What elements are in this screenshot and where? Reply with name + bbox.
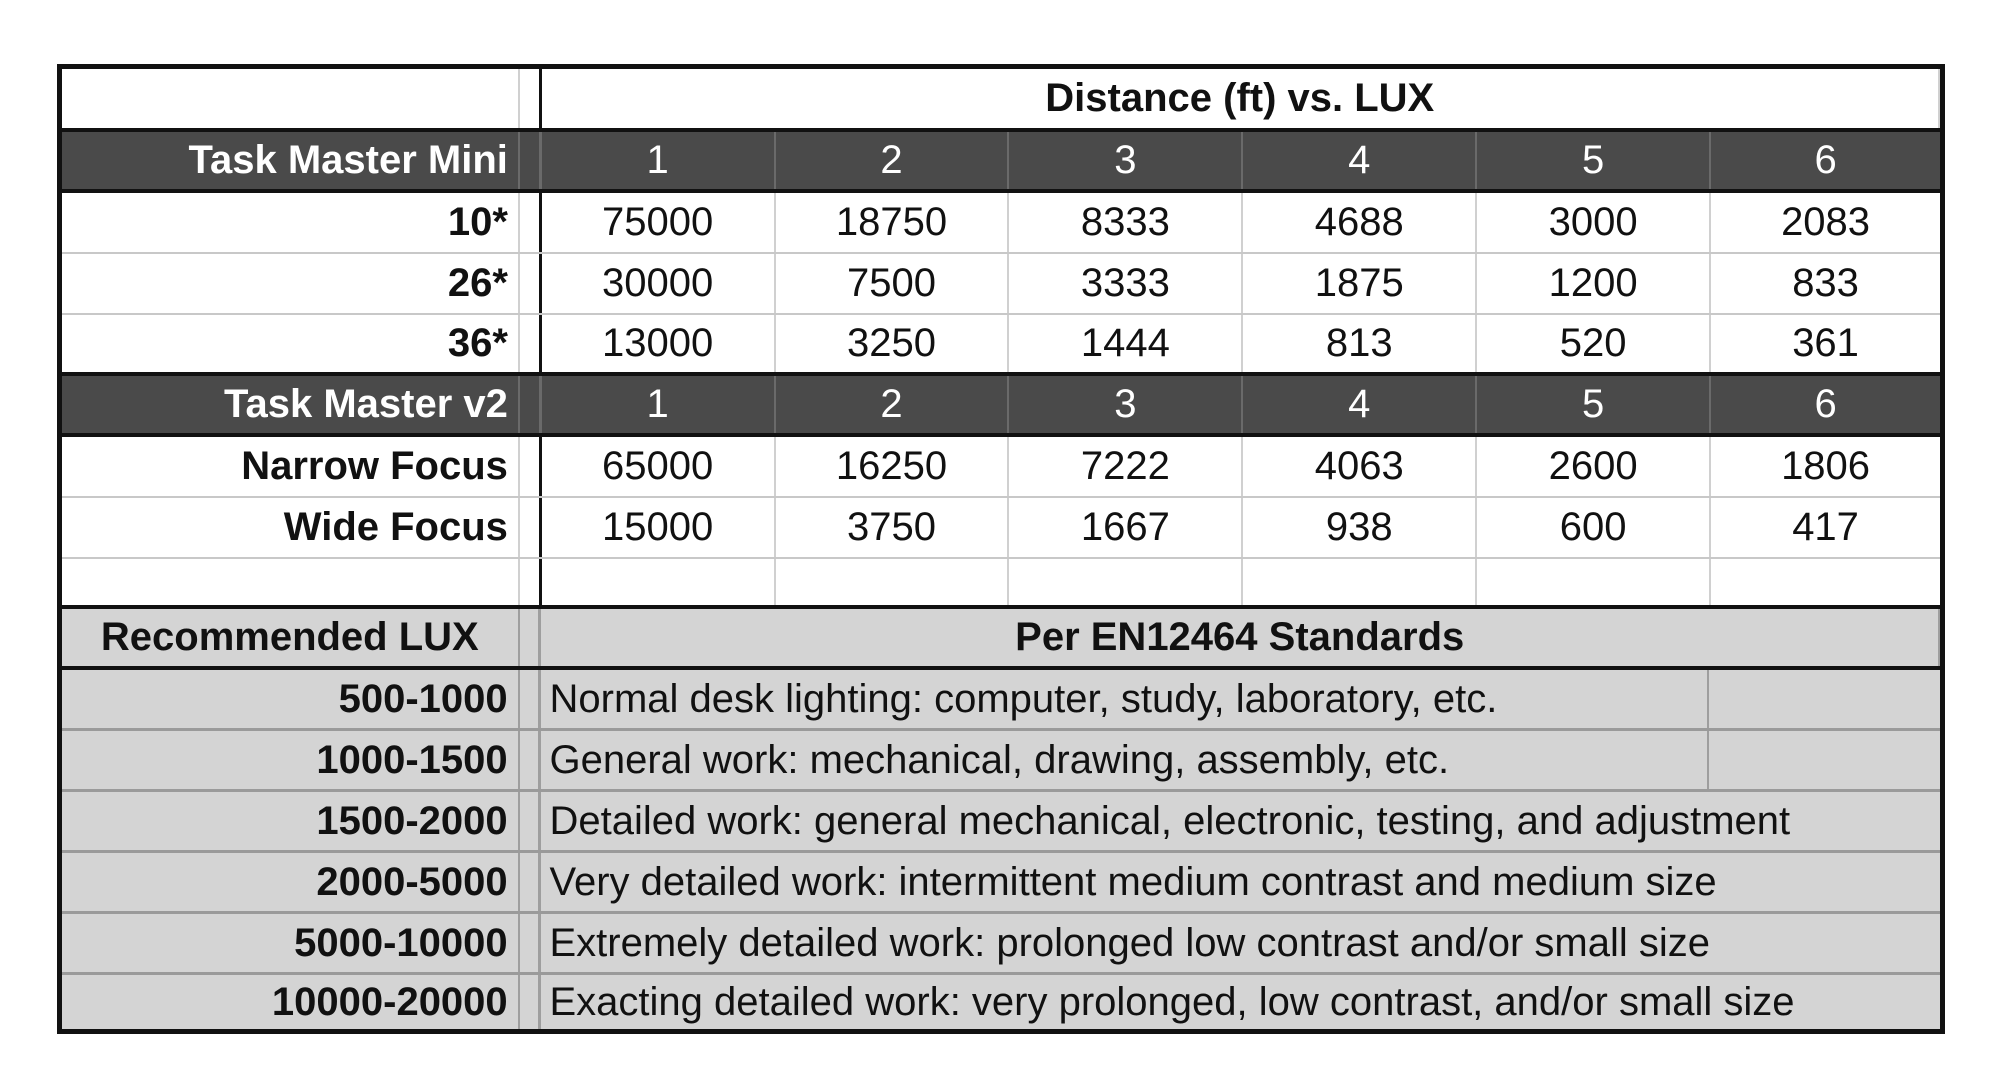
divider <box>520 731 542 789</box>
recommendation-row <box>62 975 1940 1029</box>
distance-header: 5 <box>1477 132 1711 189</box>
lighting-description: Detailed work: general mechanical, electronic, testing, and adjustment <box>549 798 1791 843</box>
lux-value: 2600 <box>1477 437 1711 496</box>
lux-value: 1444 <box>1009 315 1243 372</box>
distance-header: 4 <box>1243 132 1477 189</box>
recommendation-row <box>62 670 1940 731</box>
divider <box>520 975 542 1029</box>
lux-value: 2083 <box>1781 200 1871 244</box>
lux-range: 1000-1500 <box>62 731 520 789</box>
row-label: Wide Focus <box>62 498 520 557</box>
distance-header: 2 <box>776 132 1010 189</box>
distance-header: 4 <box>1243 376 1477 433</box>
lux-value: 3000 <box>1477 193 1711 252</box>
blank-cell <box>1009 559 1243 605</box>
table-row <box>62 193 1940 254</box>
recommendation-row <box>62 853 1940 914</box>
table-row <box>62 254 1940 315</box>
divider <box>520 69 542 128</box>
blank-cell <box>62 69 520 128</box>
blank-cell <box>776 559 1010 605</box>
blank-cell <box>1709 670 1940 728</box>
lux-value: 4688 <box>1243 193 1477 252</box>
lux-value: 1200 <box>1477 254 1711 313</box>
table-row <box>62 437 1940 498</box>
recommendation-row <box>62 792 1940 853</box>
section-header: Task Master Mini <box>62 132 520 189</box>
lux-value: 1875 <box>1243 254 1477 313</box>
blank-row <box>62 559 1940 609</box>
table-row <box>62 315 1940 376</box>
blank-cell <box>1477 559 1711 605</box>
lux-range: 2000-5000 <box>62 853 520 911</box>
title-row <box>62 69 1940 132</box>
lux-value: 7500 <box>776 254 1010 313</box>
blank-cell <box>1711 559 1940 605</box>
recommended-header-row <box>62 609 1940 670</box>
divider <box>520 376 542 433</box>
recommendation-row <box>62 731 1940 792</box>
divider <box>520 609 542 666</box>
lighting-description: Very detailed work: intermittent medium contrast and medium size <box>549 859 1717 904</box>
section-header-row <box>62 376 1940 437</box>
lux-value: 833 <box>1792 261 1859 305</box>
lux-range: 5000-10000 <box>62 914 520 972</box>
row-label: 10* <box>62 193 520 252</box>
lux-value: 30000 <box>542 254 776 313</box>
lux-value: 361 <box>1792 321 1859 365</box>
lux-value: 65000 <box>542 437 776 496</box>
distance-header: 6 <box>1814 382 1837 426</box>
distance-header: 3 <box>1009 132 1243 189</box>
lux-value: 417 <box>1792 505 1859 549</box>
standards-header: Per EN12464 Standards <box>541 609 1940 666</box>
table-row <box>62 498 1940 559</box>
lighting-description: General work: mechanical, drawing, assembly, etc. <box>541 731 1709 789</box>
lux-value: 600 <box>1477 498 1711 557</box>
lux-value: 1806 <box>1781 444 1871 488</box>
divider <box>520 254 542 313</box>
distance-header: 6 <box>1814 138 1837 182</box>
divider <box>520 437 542 496</box>
lux-value: 7222 <box>1009 437 1243 496</box>
divider <box>520 315 542 372</box>
row-label: 36* <box>62 315 520 372</box>
section-header: Task Master v2 <box>62 376 520 433</box>
table-title: Distance (ft) vs. LUX <box>542 69 1941 128</box>
recommended-lux-header: Recommended LUX <box>62 609 520 666</box>
lux-table <box>57 64 1945 1034</box>
lux-value: 8333 <box>1009 193 1243 252</box>
lux-range: 1500-2000 <box>62 792 520 850</box>
recommendation-row <box>62 914 1940 975</box>
distance-header: 2 <box>776 376 1010 433</box>
row-label: Narrow Focus <box>62 437 520 496</box>
row-label: 26* <box>62 254 520 313</box>
lux-range: 500-1000 <box>62 670 520 728</box>
lux-value: 4063 <box>1243 437 1477 496</box>
lux-range: 10000-20000 <box>62 975 520 1029</box>
divider <box>520 498 542 557</box>
lux-value: 1667 <box>1009 498 1243 557</box>
blank-cell <box>62 559 520 605</box>
lux-value: 75000 <box>542 193 776 252</box>
divider <box>520 559 542 605</box>
distance-header: 3 <box>1009 376 1243 433</box>
distance-header: 1 <box>542 376 776 433</box>
lux-value: 3750 <box>776 498 1010 557</box>
lux-value: 938 <box>1243 498 1477 557</box>
divider <box>520 132 542 189</box>
lighting-description: Normal desk lighting: computer, study, laboratory, etc. <box>541 670 1709 728</box>
divider <box>520 193 542 252</box>
lighting-description: Extremely detailed work: prolonged low contrast and/or small size <box>549 920 1711 965</box>
divider <box>520 670 542 728</box>
lux-value: 15000 <box>542 498 776 557</box>
lux-value: 520 <box>1477 315 1711 372</box>
distance-header: 1 <box>542 132 776 189</box>
lux-value: 13000 <box>542 315 776 372</box>
lux-value: 16250 <box>776 437 1010 496</box>
lux-value: 813 <box>1243 315 1477 372</box>
lighting-description: Exacting detailed work: very prolonged, low contrast, and/or small size <box>549 979 1795 1024</box>
blank-cell <box>1243 559 1477 605</box>
blank-cell <box>542 559 776 605</box>
lux-value: 3250 <box>776 315 1010 372</box>
divider <box>520 853 542 911</box>
section-header-row <box>62 132 1940 193</box>
divider <box>520 792 542 850</box>
divider <box>520 914 542 972</box>
distance-header: 5 <box>1477 376 1711 433</box>
blank-cell <box>1709 731 1940 789</box>
lux-value: 18750 <box>776 193 1010 252</box>
lux-value: 3333 <box>1009 254 1243 313</box>
